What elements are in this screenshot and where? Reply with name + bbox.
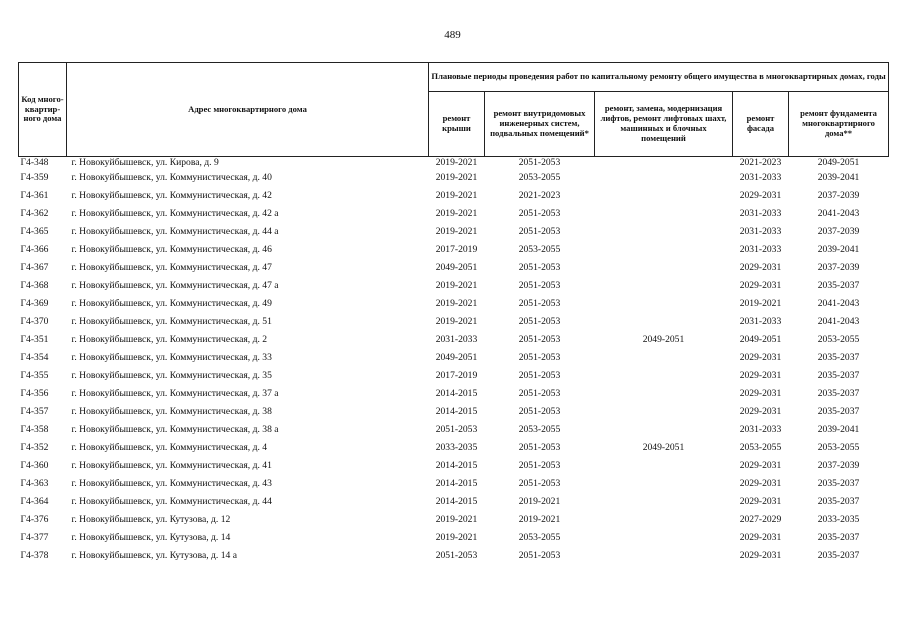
cell-facade: 2031-2033 <box>739 226 782 237</box>
cell-elevators <box>595 493 733 511</box>
cell-elevators <box>595 349 733 367</box>
cell-elevators <box>595 169 733 187</box>
cell-address: г. Новокуйбышевск, ул. Коммунистическая, д. 38 а <box>71 424 279 435</box>
cell-facade: 2029-2031 <box>739 460 782 471</box>
cell-code: Г4-361 <box>20 190 49 201</box>
cell-facade: 2029-2031 <box>739 496 782 507</box>
cell-elevators <box>595 403 733 421</box>
cell-facade: 2031-2033 <box>739 316 782 327</box>
cell-code: Г4-376 <box>20 514 49 525</box>
cell-address: г. Новокуйбышевск, ул. Коммунистическая, д. 47 а <box>71 280 279 291</box>
cell-systems: 2051-2053 <box>518 316 561 327</box>
cell-address: г. Новокуйбышевск, ул. Кирова, д. 9 <box>71 157 219 168</box>
cell-elevators <box>595 205 733 223</box>
cell-address: г. Новокуйбышевск, ул. Коммунистическая, д. 42 <box>71 190 272 201</box>
cell-code: Г4-348 <box>20 157 49 168</box>
cell-roof: 2014-2015 <box>435 478 478 489</box>
table-row <box>19 259 889 277</box>
cell-elevators <box>595 529 733 547</box>
cell-elevators <box>595 367 733 385</box>
cell-address: г. Новокуйбышевск, ул. Кутузова, д. 14 <box>71 532 231 543</box>
cell-code: Г4-362 <box>20 208 49 219</box>
cell-elevators <box>595 457 733 475</box>
cell-code: Г4-366 <box>20 244 49 255</box>
cell-facade: 2029-2031 <box>739 550 782 561</box>
cell-elevators: 2049-2051 <box>642 442 685 453</box>
cell-elevators <box>595 511 733 529</box>
cell-foundation: 2041-2043 <box>817 208 860 219</box>
cell-code: Г4-377 <box>20 532 49 543</box>
cell-elevators <box>595 241 733 259</box>
cell-code: Г4-355 <box>20 370 49 381</box>
cell-roof: 2014-2015 <box>435 406 478 417</box>
cell-elevators <box>595 277 733 295</box>
cell-systems: 2019-2021 <box>518 514 561 525</box>
cell-address: г. Новокуйбышевск, ул. Коммунистическая, д. 42 а <box>71 208 279 219</box>
cell-elevators <box>595 187 733 205</box>
cell-foundation: 2053-2055 <box>817 442 860 453</box>
cell-systems: 2051-2053 <box>518 208 561 219</box>
cell-roof: 2019-2021 <box>435 316 478 327</box>
cell-code: Г4-367 <box>20 262 49 273</box>
cell-foundation: 2039-2041 <box>817 424 860 435</box>
table-row <box>19 547 889 565</box>
cell-facade: 2029-2031 <box>739 280 782 291</box>
table-row <box>19 367 889 385</box>
cell-systems: 2053-2055 <box>518 244 561 255</box>
capital-repair-table <box>18 62 889 565</box>
table-row <box>19 223 889 241</box>
cell-code: Г4-351 <box>20 334 49 345</box>
cell-roof: 2019-2021 <box>435 532 478 543</box>
cell-elevators: 2049-2051 <box>642 334 685 345</box>
cell-address: г. Новокуйбышевск, ул. Коммунистическая, д. 38 <box>71 406 272 417</box>
cell-roof: 2019-2021 <box>435 157 478 168</box>
table-header <box>19 63 889 157</box>
cell-code: Г4-360 <box>20 460 49 471</box>
cell-systems: 2051-2053 <box>518 280 561 291</box>
cell-code: Г4-359 <box>20 172 49 183</box>
cell-facade: 2021-2023 <box>739 157 782 168</box>
table-row <box>19 349 889 367</box>
cell-facade: 2029-2031 <box>739 406 782 417</box>
cell-code: Г4-356 <box>20 388 49 399</box>
cell-roof: 2019-2021 <box>435 280 478 291</box>
cell-code: Г4-357 <box>20 406 49 417</box>
cell-address: г. Новокуйбышевск, ул. Коммунистическая, д. 2 <box>71 334 268 345</box>
cell-address: г. Новокуйбышевск, ул. Коммунистическая, д. 4 <box>71 442 268 453</box>
cell-address: г. Новокуйбышевск, ул. Кутузова, д. 14 а <box>71 550 237 561</box>
header-elevators: ремонт, замена, модернизация лифтов, ремонт лифтовых шахт, машинных и блочных помещений <box>595 92 733 157</box>
table-row <box>19 169 889 187</box>
cell-code: Г4-363 <box>20 478 49 489</box>
header-foundation: ремонт фундамента многоквартирного дома** <box>789 92 889 157</box>
cell-code: Г4-358 <box>20 424 49 435</box>
header-code: Код много-квартир-ного дома <box>19 63 67 157</box>
cell-systems: 2051-2053 <box>518 478 561 489</box>
cell-code: Г4-365 <box>20 226 49 237</box>
cell-address: г. Новокуйбышевск, ул. Коммунистическая, д. 37 а <box>71 388 279 399</box>
cell-code: Г4-368 <box>20 280 49 291</box>
cell-facade: 2049-2051 <box>739 334 782 345</box>
cell-facade: 2029-2031 <box>739 352 782 363</box>
cell-address: г. Новокуйбышевск, ул. Коммунистическая, д. 40 <box>71 172 272 183</box>
header-facade: ремонт фасада <box>733 92 789 157</box>
cell-roof: 2049-2051 <box>435 262 478 273</box>
cell-foundation: 2035-2037 <box>817 370 860 381</box>
cell-address: г. Новокуйбышевск, ул. Коммунистическая, д. 47 <box>71 262 272 273</box>
cell-systems: 2051-2053 <box>518 550 561 561</box>
cell-address: г. Новокуйбышевск, ул. Коммунистическая, д. 43 <box>71 478 272 489</box>
cell-foundation: 2035-2037 <box>817 532 860 543</box>
cell-roof: 2049-2051 <box>435 352 478 363</box>
cell-roof: 2031-2033 <box>435 334 478 345</box>
cell-roof: 2019-2021 <box>435 190 478 201</box>
cell-foundation: 2037-2039 <box>817 460 860 471</box>
cell-foundation: 2053-2055 <box>817 334 860 345</box>
cell-systems: 2021-2023 <box>518 190 561 201</box>
cell-code: Г4-352 <box>20 442 49 453</box>
cell-elevators <box>595 475 733 493</box>
cell-roof: 2051-2053 <box>435 424 478 435</box>
table-row <box>19 403 889 421</box>
table-row <box>19 385 889 403</box>
cell-foundation: 2035-2037 <box>817 280 860 291</box>
cell-elevators <box>595 385 733 403</box>
cell-roof: 2019-2021 <box>435 208 478 219</box>
cell-facade: 2029-2031 <box>739 388 782 399</box>
table-row <box>19 331 889 349</box>
cell-facade: 2029-2031 <box>739 262 782 273</box>
cell-facade: 2031-2033 <box>739 208 782 219</box>
cell-facade: 2031-2033 <box>739 244 782 255</box>
cell-systems: 2019-2021 <box>518 496 561 507</box>
cell-facade: 2031-2033 <box>739 172 782 183</box>
table-row <box>19 529 889 547</box>
cell-roof: 2017-2019 <box>435 244 478 255</box>
cell-address: г. Новокуйбышевск, ул. Кутузова, д. 12 <box>71 514 231 525</box>
header-planned-periods: Плановые периоды проведения работ по капитальному ремонту общего имущества в многоквартирных домах, годы <box>429 63 889 92</box>
cell-roof: 2019-2021 <box>435 514 478 525</box>
cell-elevators <box>595 547 733 565</box>
cell-systems: 2053-2055 <box>518 532 561 543</box>
table-row <box>19 313 889 331</box>
cell-code: Г4-378 <box>20 550 49 561</box>
cell-elevators <box>595 313 733 331</box>
cell-foundation: 2033-2035 <box>817 514 860 525</box>
cell-foundation: 2041-2043 <box>817 298 860 309</box>
header-engineering-systems: ремонт внутридомовых инженерных систем, подвальных помещений* <box>485 92 595 157</box>
cell-roof: 2014-2015 <box>435 388 478 399</box>
cell-address: г. Новокуйбышевск, ул. Коммунистическая, д. 46 <box>71 244 272 255</box>
cell-roof: 2014-2015 <box>435 460 478 471</box>
cell-systems: 2051-2053 <box>518 352 561 363</box>
cell-facade: 2029-2031 <box>739 532 782 543</box>
cell-foundation: 2037-2039 <box>817 262 860 273</box>
cell-code: Г4-364 <box>20 496 49 507</box>
table-row <box>19 187 889 205</box>
cell-systems: 2051-2053 <box>518 370 561 381</box>
cell-foundation: 2041-2043 <box>817 316 860 327</box>
cell-facade: 2029-2031 <box>739 190 782 201</box>
cell-facade: 2053-2055 <box>739 442 782 453</box>
cell-facade: 2027-2029 <box>739 514 782 525</box>
cell-code: Г4-354 <box>20 352 49 363</box>
table-row <box>19 475 889 493</box>
cell-systems: 2051-2053 <box>518 226 561 237</box>
cell-systems: 2051-2053 <box>518 442 561 453</box>
cell-elevators <box>595 421 733 439</box>
cell-systems: 2051-2053 <box>518 298 561 309</box>
table-row <box>19 277 889 295</box>
table-row <box>19 241 889 259</box>
cell-roof: 2033-2035 <box>435 442 478 453</box>
cell-roof: 2019-2021 <box>435 298 478 309</box>
cell-address: г. Новокуйбышевск, ул. Коммунистическая, д. 44 а <box>71 226 279 237</box>
header-address: Адрес многоквартирного дома <box>67 63 429 157</box>
table-row <box>19 439 889 457</box>
cell-foundation: 2049-2051 <box>817 157 860 168</box>
table-row <box>19 205 889 223</box>
cell-facade: 2031-2033 <box>739 424 782 435</box>
table-row <box>19 457 889 475</box>
table-row <box>19 511 889 529</box>
cell-elevators <box>595 223 733 241</box>
cell-foundation: 2037-2039 <box>817 226 860 237</box>
cell-roof: 2014-2015 <box>435 496 478 507</box>
cell-foundation: 2035-2037 <box>817 550 860 561</box>
cell-elevators <box>595 157 733 170</box>
table-body <box>19 157 889 566</box>
page-number: 489 <box>444 29 461 41</box>
table-row <box>19 421 889 439</box>
cell-systems: 2051-2053 <box>518 388 561 399</box>
cell-systems: 2051-2053 <box>518 460 561 471</box>
header-roof: ремонт крыши <box>429 92 485 157</box>
cell-foundation: 2035-2037 <box>817 496 860 507</box>
cell-roof: 2017-2019 <box>435 370 478 381</box>
cell-systems: 2051-2053 <box>518 406 561 417</box>
cell-code: Г4-369 <box>20 298 49 309</box>
cell-address: г. Новокуйбышевск, ул. Коммунистическая, д. 41 <box>71 460 272 471</box>
cell-address: г. Новокуйбышевск, ул. Коммунистическая, д. 51 <box>71 316 272 327</box>
cell-roof: 2019-2021 <box>435 226 478 237</box>
cell-elevators <box>595 259 733 277</box>
cell-systems: 2053-2055 <box>518 424 561 435</box>
cell-systems: 2051-2053 <box>518 262 561 273</box>
table-row <box>19 493 889 511</box>
cell-foundation: 2035-2037 <box>817 406 860 417</box>
cell-roof: 2019-2021 <box>435 172 478 183</box>
cell-systems: 2051-2053 <box>518 334 561 345</box>
cell-systems: 2053-2055 <box>518 172 561 183</box>
cell-address: г. Новокуйбышевск, ул. Коммунистическая, д. 44 <box>71 496 272 507</box>
cell-foundation: 2035-2037 <box>817 478 860 489</box>
cell-code: Г4-370 <box>20 316 49 327</box>
cell-systems: 2051-2053 <box>518 157 561 168</box>
cell-address: г. Новокуйбышевск, ул. Коммунистическая, д. 33 <box>71 352 272 363</box>
cell-foundation: 2039-2041 <box>817 172 860 183</box>
cell-elevators <box>595 295 733 313</box>
cell-facade: 2019-2021 <box>739 298 782 309</box>
table-row <box>19 295 889 313</box>
cell-address: г. Новокуйбышевск, ул. Коммунистическая, д. 35 <box>71 370 272 381</box>
cell-foundation: 2037-2039 <box>817 190 860 201</box>
cell-foundation: 2035-2037 <box>817 352 860 363</box>
cell-foundation: 2039-2041 <box>817 244 860 255</box>
cell-facade: 2029-2031 <box>739 370 782 381</box>
cell-facade: 2029-2031 <box>739 478 782 489</box>
cell-address: г. Новокуйбышевск, ул. Коммунистическая, д. 49 <box>71 298 272 309</box>
table-row <box>19 157 889 170</box>
cell-roof: 2051-2053 <box>435 550 478 561</box>
cell-foundation: 2035-2037 <box>817 388 860 399</box>
